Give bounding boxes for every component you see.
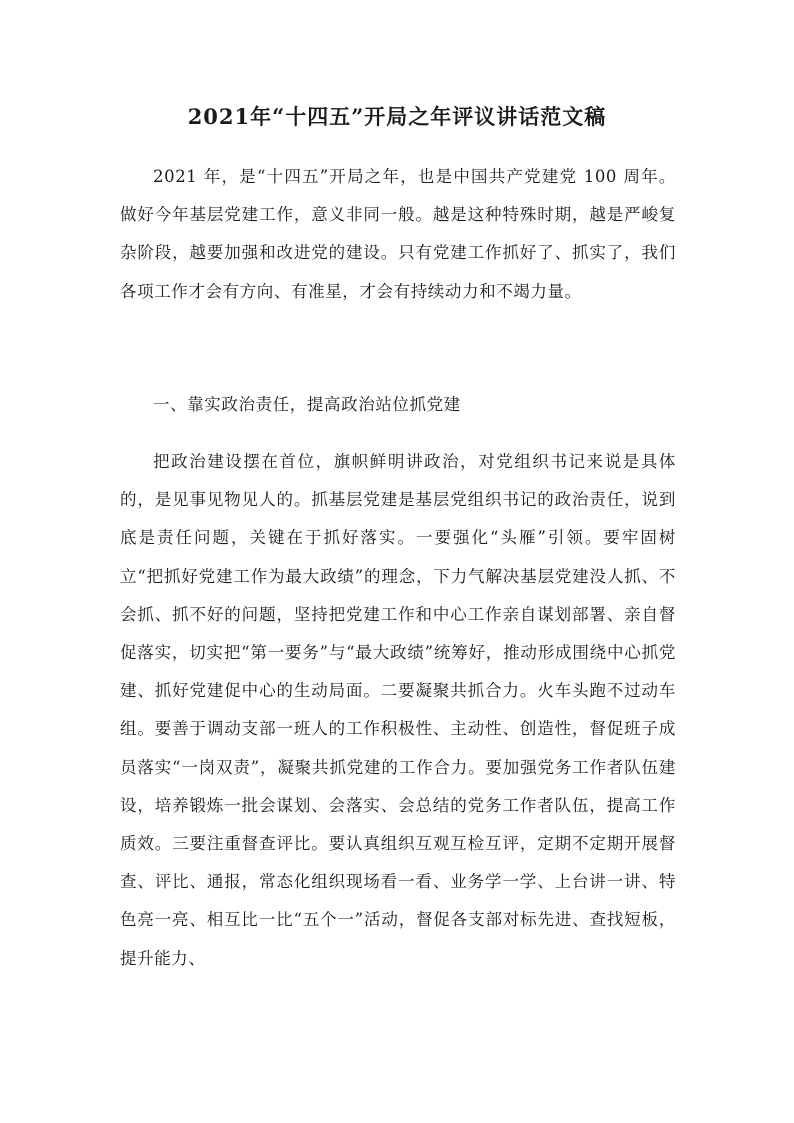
document-title: 2021年“十四五”开局之年评议讲话范文稿 [187, 104, 607, 129]
section-heading: 一、靠实政治责任，提高政治站位抓党建 [153, 395, 461, 414]
intro-paragraph: 2021 年，是“十四五”开局之年，也是中国共产党建党 100 周年。做好今年基层党建工作，意义非同一般。越是这种特殊时期，越是严峻复杂阶段，越要加强和改进党的建设。只有党建工作抓好了、抓实了，我们各项工作才会有方向、有准星，才会有持续动力和不竭力量。 [120, 167, 676, 301]
body-paragraph: 把政治建设摆在首位，旗帜鲜明讲政治，对党组织书记来说是具体的，是见事见物见人的。抓基层党建是基层党组织书记的政治责任，说到底是责任问题，关键在于抓好落实。一要强化“头雁”引领。要牢固树立“把抓好党建工作为最大政绩”的理念，下力气解决基层党建没人抓、不会抓、抓不好的问题，坚持把党建工作和中心工作亲自谋划部署、亲自督促落实，切实把“第一要务”与“最大政绩”统筹好，推动形成围绕中心抓党建、抓好党建促中心的生动局面。二要凝聚共抓合力。火车头跑不过动车组。要善于调动支部一班人的工作积极性、主动性、创造性，督促班子成员落实“一岗双责”，凝聚共抓党建的工作合力。要加强党务工作者队伍建设，培养锻炼一批会谋划、会落实、会总结的党务工作者队伍，提高工作质效。三要注重督查评比。要认真组织互观互检互评，定期不定期开展督查、评比、通报，常态化组织现场看一看、业务学一学、上台讲一讲、特色亮一亮、相互比一比“五个一”活动，督促各支部对标先进、查找短板，提升能力、 [120, 452, 676, 968]
